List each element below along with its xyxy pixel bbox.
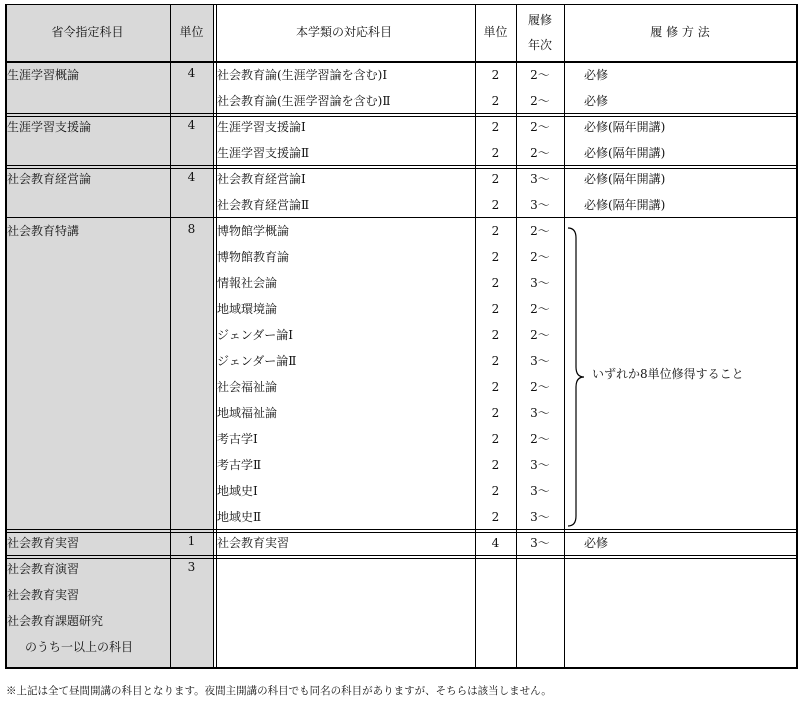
- course-units: 2: [491, 380, 500, 394]
- table-border: [5, 116, 796, 117]
- header-year: 年次: [527, 38, 552, 52]
- table-border: [216, 4, 217, 669]
- course-name: 地域福祉論: [217, 406, 278, 420]
- course-units: 2: [491, 172, 500, 186]
- course-method: 必修: [584, 94, 609, 108]
- course-units: 4: [491, 536, 500, 550]
- course-units: 2: [491, 328, 500, 342]
- subject-name: 社会教育演習: [7, 562, 80, 576]
- course-method: 必修(隔年開講): [584, 120, 666, 134]
- course-units: 2: [491, 250, 500, 264]
- subject-units: 8: [187, 222, 196, 236]
- course-name: 社会教育経営論Ⅰ: [217, 172, 306, 186]
- course-units: 2: [491, 354, 500, 368]
- course-units: 2: [491, 302, 500, 316]
- course-units: 2: [491, 224, 500, 238]
- course-year: 2～: [530, 328, 550, 342]
- course-year: 3～: [530, 510, 550, 524]
- course-name: 社会福祉論: [217, 380, 278, 394]
- table-border: [5, 113, 796, 114]
- table-border: [5, 667, 796, 669]
- course-name: 博物館学概論: [217, 224, 290, 238]
- course-name: 地域環境論: [217, 302, 278, 316]
- course-year: 3～: [530, 406, 550, 420]
- course-year: 2～: [530, 302, 550, 316]
- course-units: 2: [491, 458, 500, 472]
- course-year: 3～: [530, 198, 550, 212]
- subject-cell: [5, 217, 213, 529]
- table-border: [5, 61, 796, 63]
- course-name: ジェンダー論Ⅰ: [217, 328, 294, 342]
- group-brace: [564, 226, 586, 528]
- table-border: [796, 4, 798, 669]
- subject-name: 社会教育経営論: [7, 172, 92, 186]
- table-border: [5, 532, 796, 533]
- subject-units: 3: [187, 560, 196, 574]
- course-units: 2: [491, 510, 500, 524]
- course-method: 必修(隔年開講): [584, 146, 666, 160]
- course-name: 生涯学習支援論Ⅱ: [217, 146, 310, 160]
- course-year: 2～: [530, 94, 550, 108]
- course-year: 3～: [530, 536, 550, 550]
- table-border: [5, 555, 796, 556]
- course-year: 2～: [530, 120, 550, 134]
- course-units: 2: [491, 120, 500, 134]
- course-units: 2: [491, 198, 500, 212]
- course-units: 2: [491, 68, 500, 82]
- course-units: 2: [491, 146, 500, 160]
- table-border: [475, 4, 476, 669]
- course-year: 2～: [530, 224, 550, 238]
- footnote: ※上記は全て昼間開講の科目となります。夜間主開講の科目でも同名の科目がありますが、そちらは該当しません。: [6, 685, 552, 697]
- course-name: 博物館教育論: [217, 250, 290, 264]
- course-year: 3～: [530, 458, 550, 472]
- subject-name: 社会教育実習: [7, 536, 80, 550]
- subject-units: 4: [187, 170, 196, 184]
- table-border: [213, 4, 214, 669]
- course-name: 情報社会論: [217, 276, 278, 290]
- course-name: 社会教育論(生涯学習論を含む)Ⅱ: [217, 94, 391, 108]
- header-course: 本学類の対応科目: [295, 25, 392, 39]
- course-name: 社会教育実習: [217, 536, 290, 550]
- course-name: 地域史Ⅰ: [217, 484, 258, 498]
- course-units: 2: [491, 94, 500, 108]
- course-year: 3～: [530, 354, 550, 368]
- course-units: 2: [491, 432, 500, 446]
- table-border: [5, 217, 796, 218]
- course-year: 2～: [530, 68, 550, 82]
- table-border: [5, 165, 796, 166]
- header-year: 履修: [527, 13, 552, 27]
- subject-units: 1: [187, 534, 196, 548]
- course-name: 生涯学習支援論Ⅰ: [217, 120, 306, 134]
- course-units: 2: [491, 276, 500, 290]
- course-name: 地域史Ⅱ: [217, 510, 262, 524]
- subject-units: 4: [187, 118, 196, 132]
- subject-name: 社会教育特講: [7, 224, 80, 238]
- header-units: 単位: [179, 25, 204, 39]
- header-subject: 省令指定科目: [51, 25, 124, 39]
- table-border: [5, 4, 796, 5]
- course-year: 2～: [530, 380, 550, 394]
- course-units: 2: [491, 406, 500, 420]
- course-year: 3～: [530, 276, 550, 290]
- course-name: 考古学Ⅱ: [217, 458, 262, 472]
- subject-name: 生涯学習支援論: [7, 120, 92, 134]
- table-border: [5, 529, 796, 530]
- table-border: [5, 4, 7, 669]
- course-name: 社会教育論(生涯学習論を含む)Ⅰ: [217, 68, 388, 82]
- subject-name: のうち一以上の科目: [25, 640, 134, 654]
- course-units: 2: [491, 484, 500, 498]
- course-year: 3～: [530, 172, 550, 186]
- course-method: 必修(隔年開講): [584, 198, 666, 212]
- table-border: [5, 168, 796, 169]
- table-border: [170, 4, 171, 669]
- course-method: 必修(隔年開講): [584, 172, 666, 186]
- course-year: 2～: [530, 146, 550, 160]
- subject-name: 社会教育課題研究: [7, 614, 104, 628]
- course-name: ジェンダー論Ⅱ: [217, 354, 297, 368]
- course-name: 考古学Ⅰ: [217, 432, 258, 446]
- header-method: 履 修 方 法: [650, 25, 710, 39]
- course-year: 2～: [530, 250, 550, 264]
- course-method: 必修: [584, 536, 609, 550]
- subject-units: 4: [187, 66, 196, 80]
- method-note: いずれか8単位修得すること: [592, 367, 744, 381]
- subject-name: 生涯学習概論: [7, 68, 80, 82]
- table-border: [516, 4, 517, 669]
- course-name: 社会教育経営論Ⅱ: [217, 198, 310, 212]
- course-year: 2～: [530, 432, 550, 446]
- course-method: 必修: [584, 68, 609, 82]
- table-border: [5, 558, 213, 559]
- subject-name: 社会教育実習: [7, 588, 80, 602]
- header-course-units: 単位: [483, 25, 508, 39]
- course-year: 3～: [530, 484, 550, 498]
